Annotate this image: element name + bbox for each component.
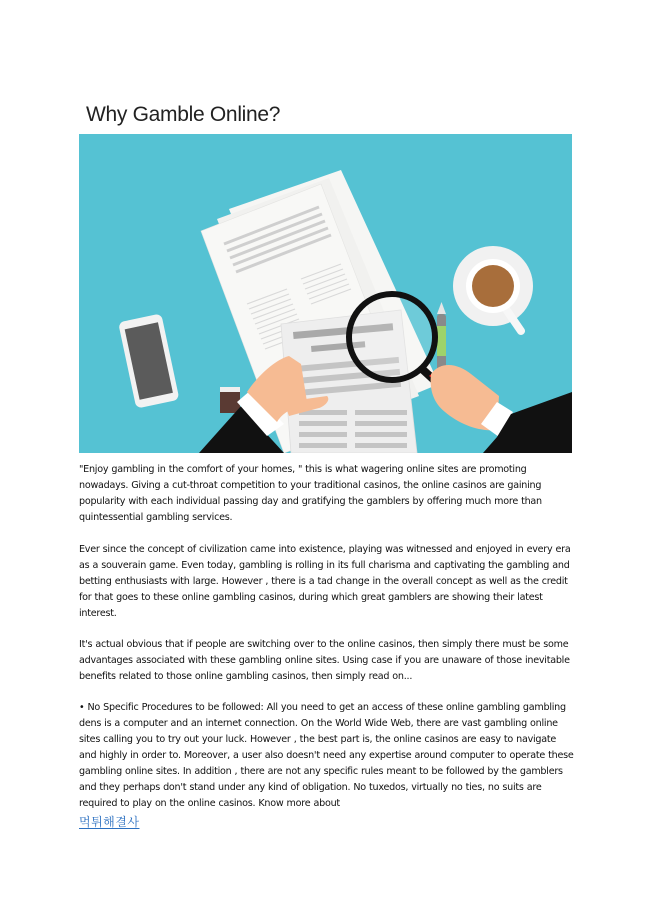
page-title: Why Gamble Online? <box>86 103 281 126</box>
know-more-link[interactable]: 먹튀해결사 <box>79 815 140 829</box>
advantages-paragraph: It's actual obvious that if people are switching over to the online casinos, then simply there must be some advantages associated with these gambling online sites. Using case if you are unaware of those inevitable benefits related to those online gambling casinos, then simply read on... <box>79 639 570 682</box>
intro-paragraph: "Enjoy gambling in the comfort of your homes, " this is what wagering online sites are promoting nowadays. Giving a cut-throat competition to your traditional casinos, the online casinos are gaining popularity with each individual passing day and gratifying the gamblers by offering much more than quintessential gambling services. <box>79 464 542 523</box>
procedures-paragraph: • No Specific Procedures to be followed: All you need to get an access of these online gambling gambling dens is a computer and an internet connection. On the World Wide Web, there are vast gambling online sites calling you to try out your luck. However , the best part is, the online casinos are easy to navigate and highly in order to. Moreover, a user also doesn't need any expertise around computer to operate these gambling online sites. In addition , there are not any specific rules meant to be followed by the gamblers and they perhaps don't stand under any kind of obligation. No tuxedos, virtually no ties, no suits are required to play on the online casinos. Know more about <box>79 702 574 809</box>
hero-illustration <box>79 134 572 453</box>
espresso-glass-icon <box>220 387 240 413</box>
history-paragraph: Ever since the concept of civilization came into existence, playing was witnessed and enjoyed in every era as a souverain game. Even today, gambling is rolling in its full charisma and captivating the gambling and betting enthusiasts with large. However , there is a tad change in the overall concept as well as the credit for that goes to these online gambling casinos, during which great gamblers are showing their latest interest. <box>79 544 571 619</box>
